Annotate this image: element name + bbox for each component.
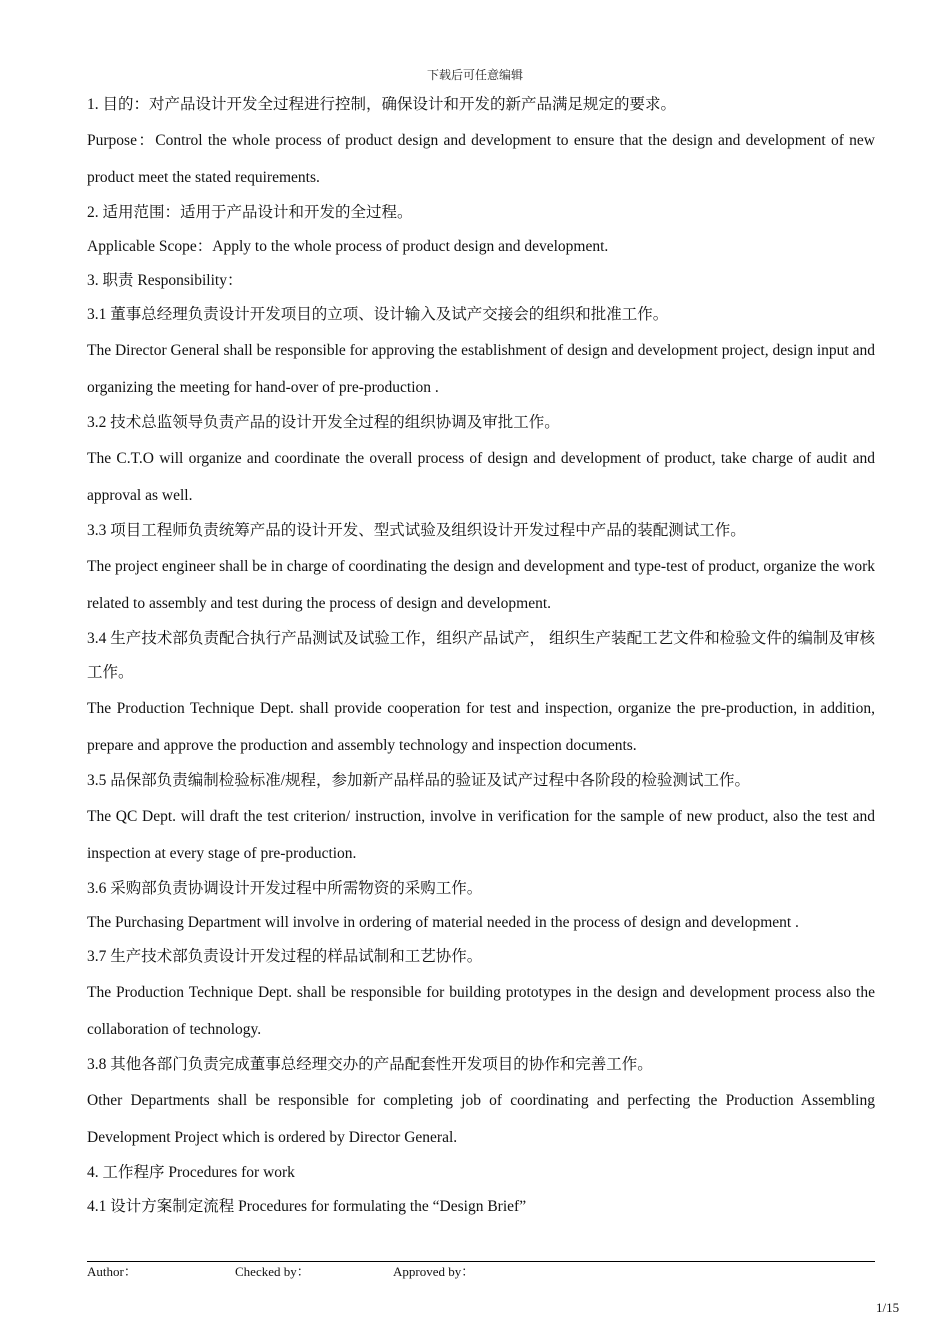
paragraph: 1. 目的：对产品设计开发全过程进行控制，确保设计和开发的新产品满足规定的要求。: [87, 96, 677, 113]
paragraph: The project engineer shall be in charge of coordinating the design and development and type-test of product, organize the work related to assembly and test during the process of design and development.: [87, 558, 875, 612]
document-body: [87, 88, 875, 1224]
paragraph: 4. 工作程序 Procedures for work: [87, 1164, 295, 1181]
author-label: Author：: [87, 1264, 137, 1279]
approved-by-label: Approved by：: [393, 1264, 475, 1279]
paragraph: 3.7 生产技术部负责设计开发过程的样品试制和工艺协作。: [87, 948, 483, 965]
paragraph: The Purchasing Department will involve in ordering of material needed in the process of design and development .: [87, 914, 799, 931]
paragraph: 3.2 技术总监领导负责产品的设计开发全过程的组织协调及审批工作。: [87, 414, 560, 431]
footer-divider: [87, 1261, 875, 1262]
paragraph: The C.T.O will organize and coordinate the overall process of design and development of product, take charge of audit and approval as well.: [87, 450, 875, 504]
paragraph: 3.5 品保部负责编制检验标准/规程，参加新产品样品的验证及试产过程中各阶段的检验测试工作。: [87, 772, 751, 789]
paragraph: Other Departments shall be responsible for completing job of coordinating and perfecting the Production Assembling Development Project which is ordered by Director General.: [87, 1092, 875, 1146]
paragraph: The Production Technique Dept. shall be responsible for building prototypes in the design and development process also the collaboration of technology.: [87, 984, 875, 1038]
paragraph: Applicable Scope：Apply to the whole process of product design and development.: [87, 238, 609, 255]
paragraph: 2. 适用范围：适用于产品设计和开发的全过程。: [87, 204, 413, 221]
paragraph: Purpose：Control the whole process of product design and development to ensure that the design and development of new product meet the stated requirements.: [87, 132, 875, 186]
paragraph: 3. 职责 Responsibility：: [87, 272, 243, 289]
paragraph: 3.3 项目工程师负责统筹产品的设计开发、型式试验及组织设计开发过程中产品的装配测试工作。: [87, 522, 746, 539]
checked-by-label: Checked by：: [235, 1264, 310, 1279]
paragraph: 3.8 其他各部门负责完成董事总经理交办的产品配套性开发项目的协作和完善工作。: [87, 1056, 653, 1073]
paragraph: 4.1 设计方案制定流程 Procedures for formulating the “Design Brief”: [87, 1198, 527, 1215]
paragraph: The QC Dept. will draft the test criterion/ instruction, involve in verification for the sample of new product, also the test and inspection at every stage of pre-production.: [87, 808, 875, 862]
page-header: 下载后可任意编辑: [426, 68, 523, 82]
paragraph: 3.6 采购部负责协调设计开发过程中所需物资的采购工作。: [87, 880, 483, 897]
paragraph: The Director General shall be responsible for approving the establishment of design and development project, design input and organizing the meeting for hand-over of pre-production .: [87, 342, 875, 396]
paragraph: The Production Technique Dept. shall provide cooperation for test and inspection, organize the pre-production, in addition, prepare and approve the production and assembly technology and inspection documents.: [87, 700, 875, 754]
page-number: 1/15: [876, 1300, 900, 1315]
paragraph: 3.4 生产技术部负责配合执行产品测试及试验工作，组织产品试产， 组织生产装配工艺文件和检验文件的编制及审核工作。: [87, 630, 875, 681]
paragraph: 3.1 董事总经理负责设计开发项目的立项、设计输入及试产交接会的组织和批准工作。: [87, 306, 669, 323]
